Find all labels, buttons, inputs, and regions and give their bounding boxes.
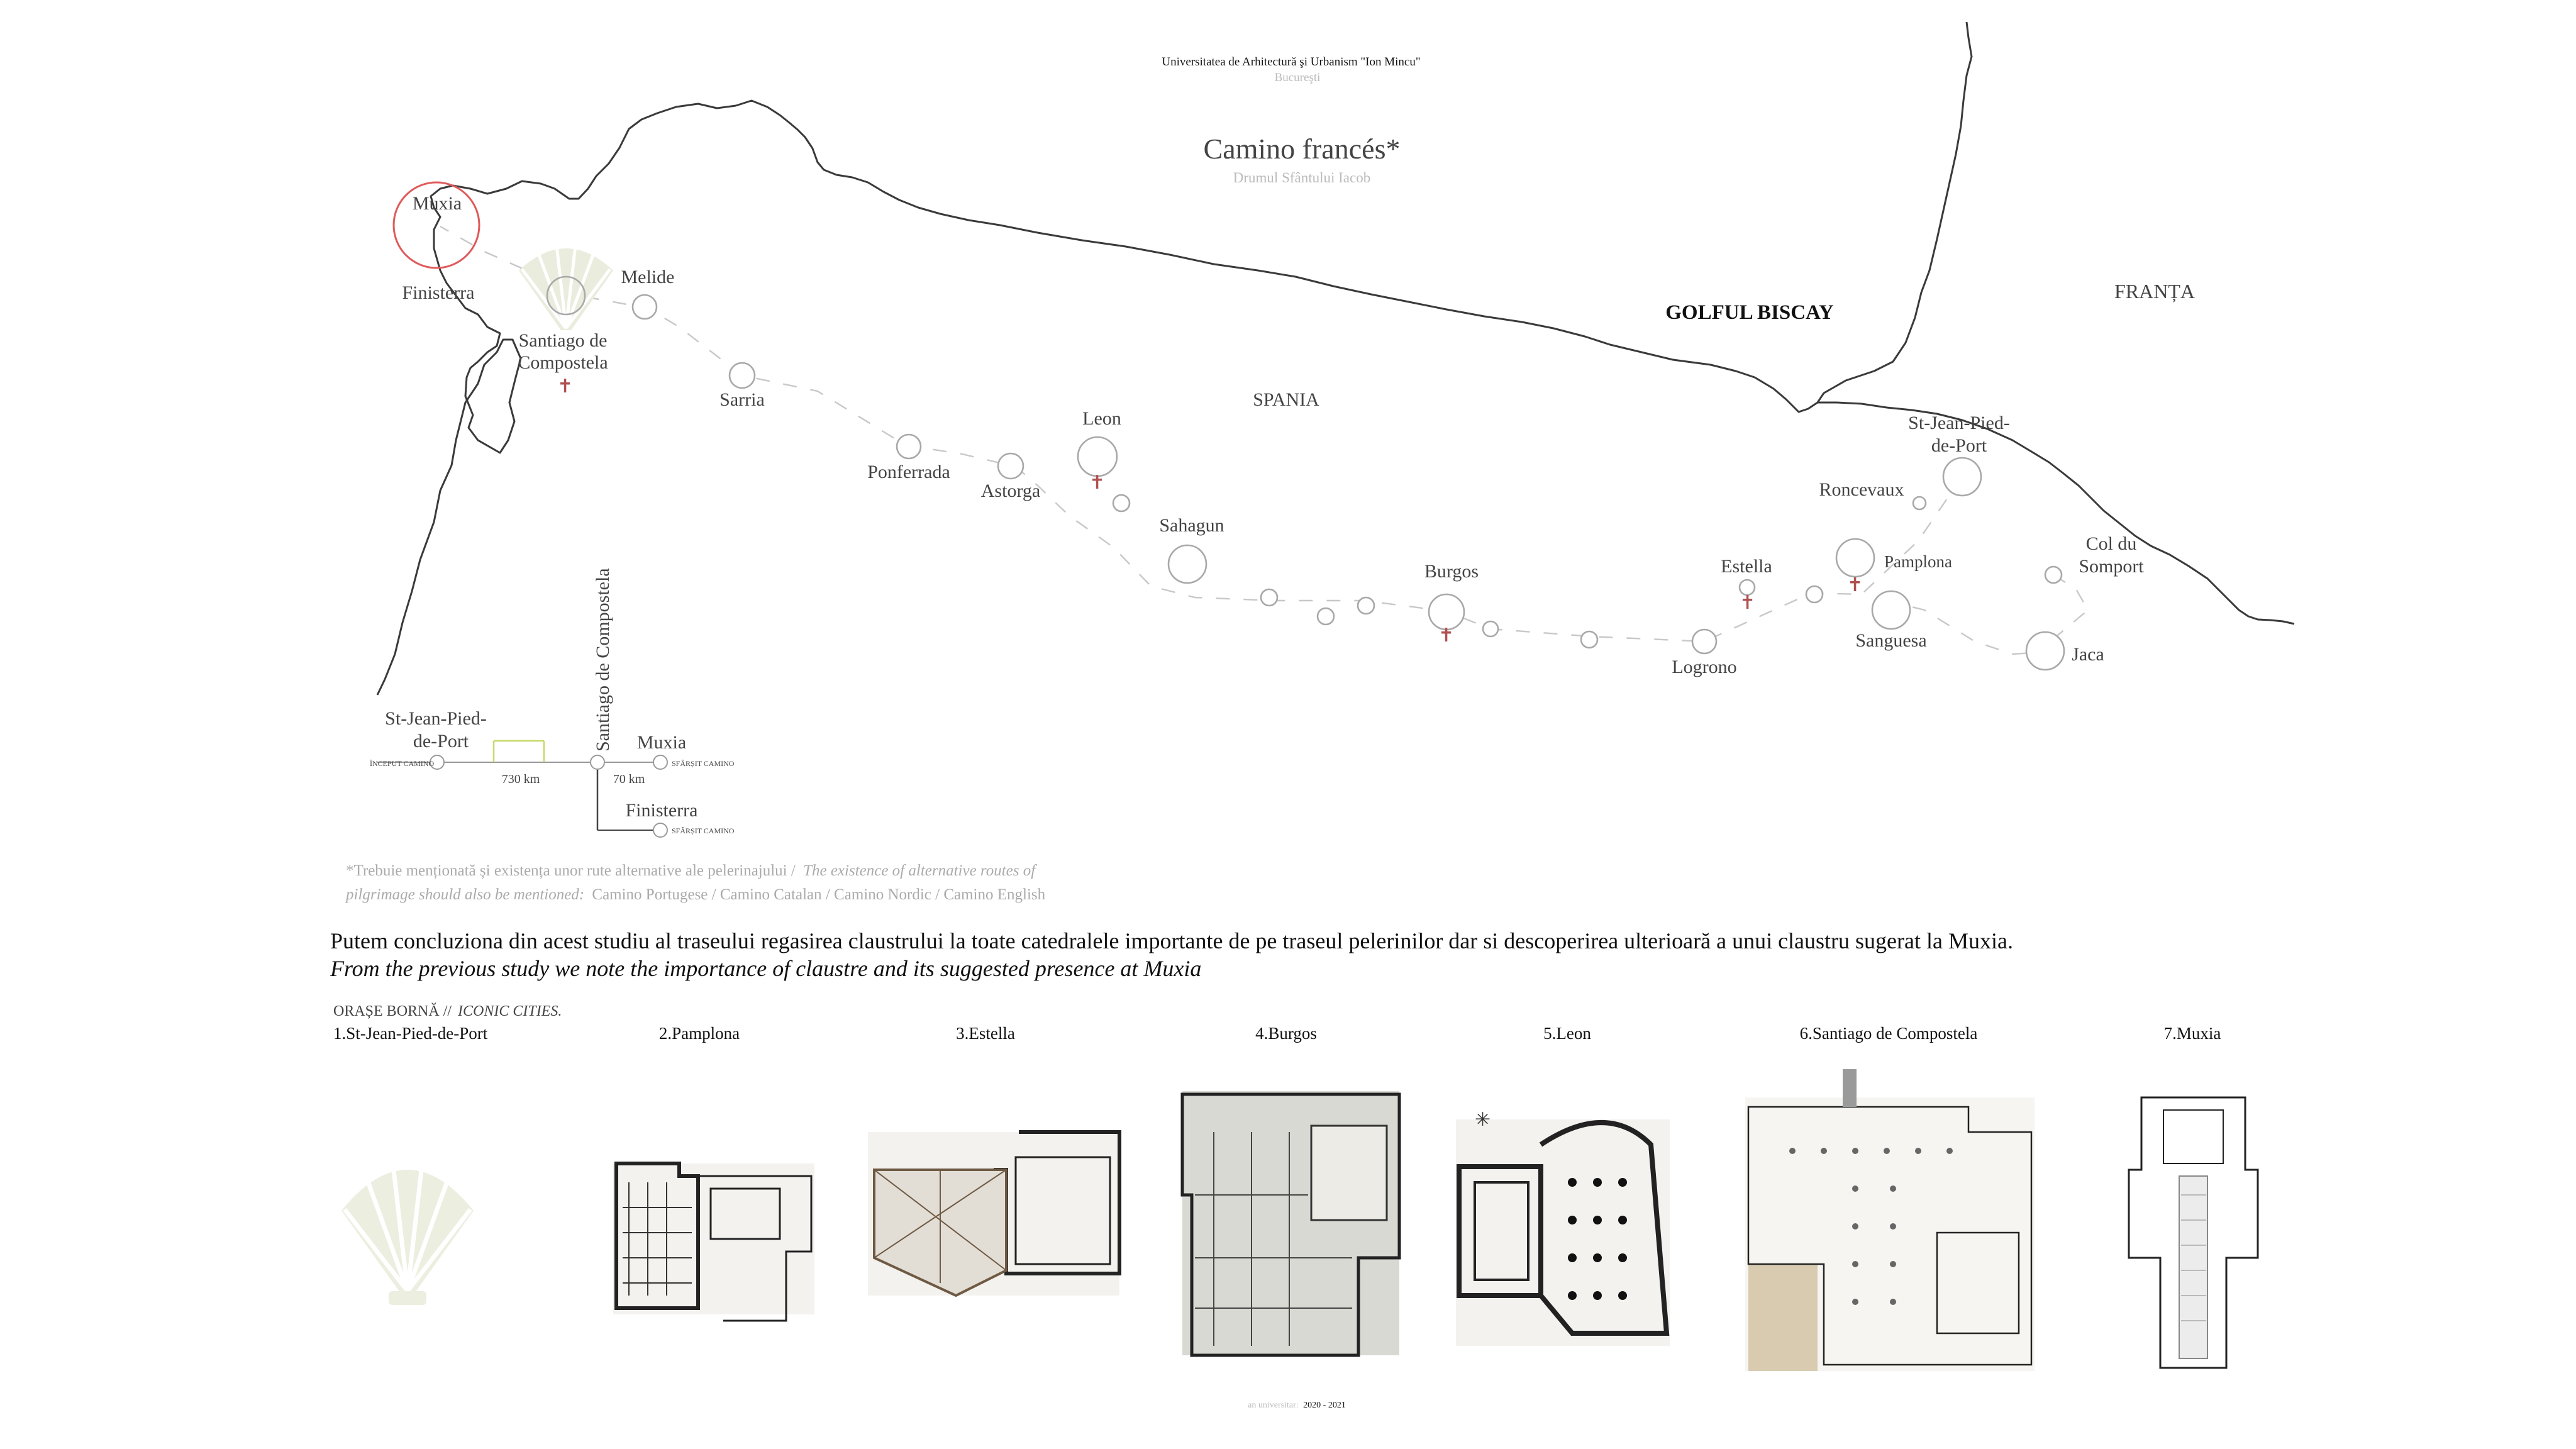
diagram-start-name-2: de-Port <box>413 731 469 752</box>
city-heading-4: 4.Burgos <box>1255 1024 1317 1043</box>
label-somport: Col du <box>2085 533 2137 554</box>
cross-icon: ✝ <box>1438 625 1455 646</box>
coastline <box>377 22 1972 695</box>
label-st-jean-2: de-Port <box>1931 435 1987 456</box>
city-heading-7: 7.Muxia <box>2163 1024 2221 1043</box>
city-heading-2: 2.Pamplona <box>658 1024 740 1043</box>
city-heading-1: 1.St-Jean-Pied-de-Port <box>333 1024 488 1043</box>
label-muxia: Muxia <box>412 193 462 214</box>
map-outline <box>377 22 2294 695</box>
diagram-mid-name: Santiago de Compostela <box>592 568 613 752</box>
stop-sarria[interactable] <box>730 363 755 388</box>
diagram-mid-node <box>591 755 604 769</box>
footer-academic-year <box>1248 1401 1346 1410</box>
city-heading-6: 6.Santiago de Compostela <box>1799 1024 1978 1043</box>
label-sanguesa: Sanguesa <box>1855 630 1927 651</box>
cathedral-markers <box>557 376 1863 646</box>
stop-castrojeriz[interactable] <box>1358 597 1374 614</box>
diagram-branch-name: Finisterra <box>625 800 698 821</box>
estella-plan <box>868 1132 1119 1296</box>
label-pamplona: Pamplona <box>1884 552 1952 571</box>
stop-jaca[interactable] <box>2026 632 2064 670</box>
stop-burgos[interactable] <box>1429 594 1464 630</box>
footnote-ro: *Trebuie menționată și existența unor rute alternative ale pelerinajului / <box>346 862 796 879</box>
santiago-plan <box>1745 1069 2035 1371</box>
burgos-plan <box>1182 1091 1399 1355</box>
university-city: Bucureşti <box>1274 71 1321 84</box>
university-name: Universitatea de Arhitectură şi Urbanism "Ion Mincu" <box>1162 55 1421 69</box>
footnote-en-2: pilgrimage should also be mentioned: <box>346 886 585 903</box>
label-logrono: Logrono <box>1672 657 1737 677</box>
cities-label-ro: ORAȘE BORNĂ // <box>333 1003 452 1019</box>
diagram-start-name: St-Jean-Pied- <box>385 708 487 729</box>
label-st-jean: St-Jean-Pied- <box>1908 413 2010 433</box>
label-melide: Melide <box>621 267 675 287</box>
cross-icon: ✝ <box>1847 575 1863 596</box>
label-jaca: Jaca <box>2072 644 2104 665</box>
footnote-line-2 <box>345 886 1046 903</box>
stop-najera[interactable] <box>1581 631 1597 648</box>
stop-mansilla[interactable] <box>1113 495 1130 511</box>
stop-logrono[interactable] <box>1692 630 1716 653</box>
cross-icon: ✝ <box>557 376 574 397</box>
stop-leon[interactable] <box>1078 437 1117 476</box>
cities-section-label <box>333 1003 562 1019</box>
diagram-end-name: Muxia <box>636 732 687 753</box>
distance-730: 730 km <box>501 772 540 786</box>
route-stops <box>547 277 2064 670</box>
map-subtitle: Drumul Sfântului Iacob <box>1233 170 1371 186</box>
cross-icon: ✝ <box>1740 592 1756 613</box>
footnote-routes: Camino Portugese / Camino Catalan / Camino Nordic / Camino English <box>592 886 1046 903</box>
stop-sahagun[interactable] <box>1169 545 1206 583</box>
pamplona-plan <box>613 1163 814 1321</box>
cross-icon: ✝ <box>1089 472 1106 493</box>
label-sarria: Sarria <box>719 389 765 410</box>
map-title: Camino francés* <box>1203 133 1401 165</box>
stop-carrion[interactable] <box>1261 589 1277 606</box>
label-burgos: Burgos <box>1424 561 1479 582</box>
diagram-end-node <box>653 755 667 769</box>
stop-pamplona[interactable] <box>1836 539 1874 577</box>
label-roncevaux: Roncevaux <box>1819 479 1904 500</box>
city-heading-3: 3.Estella <box>956 1024 1015 1043</box>
compass-icon: ✳ <box>1475 1109 1491 1130</box>
label-santiago: Santiago de <box>518 330 608 351</box>
stop-astorga[interactable] <box>998 453 1023 479</box>
label-sahagun: Sahagun <box>1159 515 1224 536</box>
gulf-label: GOLFUL BISCAY <box>1665 301 1834 324</box>
diagram-end-tag: SFÂRȘIT CAMINO <box>672 759 735 768</box>
diagram-branch-node <box>653 823 667 837</box>
muxia-plan <box>2129 1097 2258 1368</box>
france-label: FRANȚA <box>2114 280 2196 303</box>
label-astorga: Astorga <box>980 480 1041 501</box>
stop-sanguesa[interactable] <box>1872 591 1910 629</box>
leon-plan <box>1456 1109 1670 1346</box>
distance-70: 70 km <box>613 772 645 786</box>
label-estella: Estella <box>1721 556 1772 577</box>
stop-melide[interactable] <box>633 295 657 319</box>
city-heading-5: 5.Leon <box>1543 1024 1591 1043</box>
footnote-en-1: The existence of alternative routes of <box>803 862 1036 879</box>
stop-somport[interactable] <box>2045 567 2062 583</box>
footnote-line-1 <box>346 862 1037 879</box>
stop-santo-domingo[interactable] <box>1483 621 1498 636</box>
label-somport-2: Somport <box>2079 556 2144 577</box>
conclusion-en: From the previous study we note the importance of claustre and its suggested presence at Muxia <box>330 956 1202 981</box>
cities-label-en: ICONIC CITIES. <box>458 1003 562 1019</box>
label-ponferrada: Ponferrada <box>867 462 950 482</box>
somport-route <box>2050 575 2088 641</box>
scallop-shell-icon <box>519 245 613 330</box>
stop-puente[interactable] <box>1806 586 1823 602</box>
footer-years: 2020 - 2021 <box>1303 1401 1346 1410</box>
camino-route <box>440 226 1962 641</box>
stop-roncevaux[interactable] <box>1913 497 1926 509</box>
label-leon: Leon <box>1082 408 1121 429</box>
distance-diagram <box>370 568 735 837</box>
label-finisterra: Finisterra <box>402 282 475 303</box>
spain-label: SPANIA <box>1253 389 1319 410</box>
st-jean-shell-icon <box>341 1159 474 1305</box>
conclusion-ro: Putem concluziona din acest studiu al traseului regasirea claustrului la toate catedralele importante de pe traseul pelerinilor dar si descoperirea ulterioară a unui claustru sugerat la Muxia. <box>330 928 2013 953</box>
diagram-start-tag: ÎNCEPUT CAMINO <box>370 759 435 768</box>
stop-ponferrada[interactable] <box>897 435 921 458</box>
diagram-branch-tag: SFÂRȘIT CAMINO <box>672 826 735 835</box>
footer-prefix: an universitar: <box>1248 1401 1299 1410</box>
stop-st-jean[interactable] <box>1943 458 1981 496</box>
stop-fromista[interactable] <box>1318 608 1334 625</box>
cities-headings <box>333 1024 2221 1043</box>
label-santiago-2: Compostela <box>518 352 608 373</box>
